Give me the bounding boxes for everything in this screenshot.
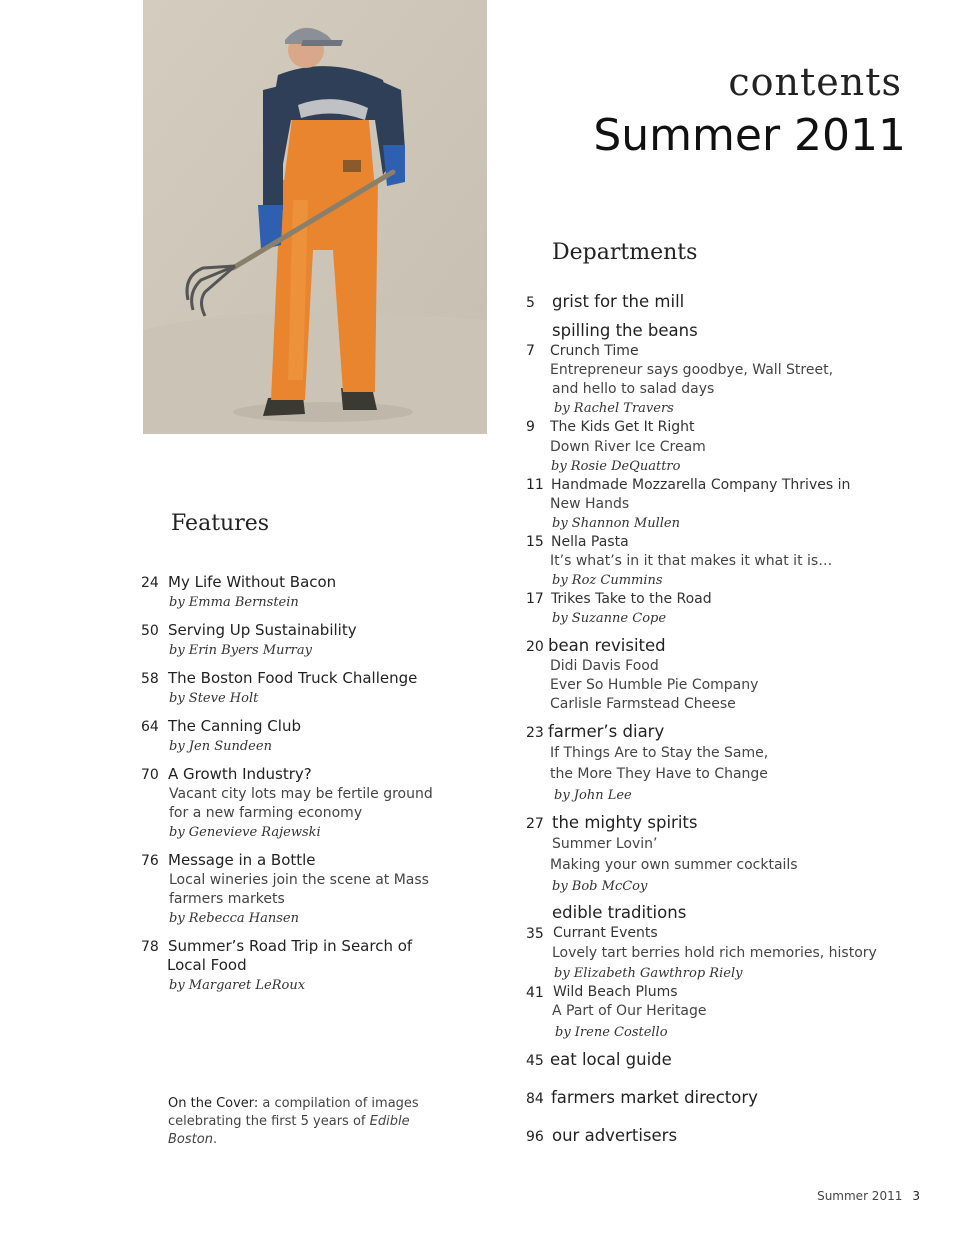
department-title: grist for the mill <box>552 292 685 311</box>
byline: by Suzanne Cope <box>552 611 667 626</box>
article-subtitle: Lovely tart berries hold rich memories, history <box>552 945 877 961</box>
byline: by Genevieve Rajewski <box>169 825 321 840</box>
department-title: eat local guide <box>550 1050 672 1069</box>
page-number: 20 <box>526 639 544 655</box>
page-number: 78 <box>141 939 159 955</box>
article-title: Serving Up Sustainability <box>168 621 357 639</box>
departments-heading: Departments <box>552 240 698 265</box>
article-title: The Kids Get It Right <box>550 419 695 435</box>
article-subtitle: and hello to salad days <box>552 381 715 397</box>
byline: by Rachel Travers <box>554 401 674 416</box>
article-title: Wild Beach Plums <box>553 984 678 1000</box>
cover-note <box>168 1095 438 1149</box>
cover-note-text: a compilation of images celebrating the first 5 years of <box>168 1096 419 1129</box>
page-number: 9 <box>526 419 535 435</box>
article-subtitle: Didi Davis Food <box>550 658 659 674</box>
byline: by Rosie DeQuattro <box>551 459 681 474</box>
contents-heading: contents <box>728 60 902 104</box>
page-number: 5 <box>526 295 535 311</box>
page-number: 45 <box>526 1053 544 1069</box>
page-number: 64 <box>141 719 159 735</box>
article-subtitle: It’s what’s in it that makes it what it is… <box>550 553 833 569</box>
page-number: 76 <box>141 853 159 869</box>
article-subtitle: Local wineries join the scene at Mass <box>169 872 429 888</box>
article-subtitle: Down River Ice Cream <box>550 439 706 455</box>
article-title: The Canning Club <box>168 717 301 735</box>
folio-page-number: 3 <box>912 1189 920 1203</box>
byline: by Emma Bernstein <box>169 595 299 610</box>
page-number: 84 <box>526 1091 544 1107</box>
page-number: 24 <box>141 575 159 591</box>
folio-issue: Summer 2011 <box>817 1189 903 1203</box>
article-title: Nella Pasta <box>551 534 629 550</box>
article-title: A Growth Industry? <box>168 765 312 783</box>
article-title: Currant Events <box>553 925 658 941</box>
article-subtitle: Ever So Humble Pie Company <box>550 677 759 693</box>
cover-note-italic: Edible Boston <box>168 1114 410 1147</box>
byline: by Bob McCoy <box>552 879 648 894</box>
page-number: 11 <box>526 477 544 493</box>
department-title: farmers market directory <box>551 1088 758 1107</box>
article-title: The Boston Food Truck Challenge <box>168 669 418 687</box>
byline: by Erin Byers Murray <box>169 643 312 658</box>
features-heading: Features <box>171 511 270 536</box>
article-subtitle: the More They Have to Change <box>550 766 768 782</box>
byline: by Roz Cummins <box>552 573 663 588</box>
page-number: 15 <box>526 534 544 550</box>
page-number: 58 <box>141 671 159 687</box>
page-number: 70 <box>141 767 159 783</box>
byline: by Rebecca Hansen <box>169 911 299 926</box>
page-number: 41 <box>526 985 544 1001</box>
byline: by Irene Costello <box>555 1025 668 1040</box>
article-subtitle: Entrepreneur says goodbye, Wall Street, <box>550 362 834 378</box>
article-subtitle: Making your own summer cocktails <box>550 857 798 873</box>
article-subtitle: A Part of Our Heritage <box>552 1003 707 1019</box>
farmer-with-pitchfork-photo <box>143 0 487 434</box>
department-title: our advertisers <box>552 1126 678 1145</box>
byline: by Steve Holt <box>169 691 259 706</box>
department-title: bean revisited <box>548 636 666 655</box>
cover-note-end: . <box>212 1132 218 1147</box>
page-number: 7 <box>526 343 535 359</box>
page-number: 17 <box>526 591 544 607</box>
article-title: Trikes Take to the Road <box>551 591 712 607</box>
page-number: 27 <box>526 816 544 832</box>
article-title: Local Food <box>167 956 247 974</box>
article-title: Summer’s Road Trip in Search of <box>168 937 413 955</box>
article-title: My Life Without Bacon <box>168 573 337 591</box>
page-folio <box>817 1189 920 1203</box>
article-title: Crunch Time <box>550 343 639 359</box>
byline: by Margaret LeRoux <box>169 978 306 993</box>
issue-title: Summer 2011 <box>593 110 906 161</box>
article-subtitle: farmers markets <box>169 891 285 907</box>
article-subtitle: If Things Are to Stay the Same, <box>550 745 769 761</box>
department-title: spilling the beans <box>552 321 698 340</box>
article-title: Handmade Mozzarella Company Thrives in <box>551 477 851 493</box>
article-subtitle: for a new farming economy <box>169 805 363 821</box>
page-number: 96 <box>526 1129 544 1145</box>
article-subtitle: Carlisle Farmstead Cheese <box>550 696 736 712</box>
byline: by Jen Sundeen <box>169 739 272 754</box>
cover-photo <box>143 0 487 434</box>
page-number: 50 <box>141 623 159 639</box>
article-subtitle: Vacant city lots may be fertile ground <box>169 786 433 802</box>
department-title: the mighty spirits <box>552 813 698 832</box>
byline: by John Lee <box>554 788 632 803</box>
page-number: 23 <box>526 725 544 741</box>
cover-note-label: On the Cover: <box>168 1096 259 1111</box>
department-title: edible traditions <box>552 903 687 922</box>
article-subtitle: New Hands <box>550 496 630 512</box>
byline: by Shannon Mullen <box>552 516 680 531</box>
byline: by Elizabeth Gawthrop Riely <box>554 966 743 981</box>
article-subtitle: Summer Lovin’ <box>552 836 658 852</box>
page-number: 35 <box>526 926 544 942</box>
article-title: Message in a Bottle <box>168 851 316 869</box>
department-title: farmer’s diary <box>548 722 665 741</box>
